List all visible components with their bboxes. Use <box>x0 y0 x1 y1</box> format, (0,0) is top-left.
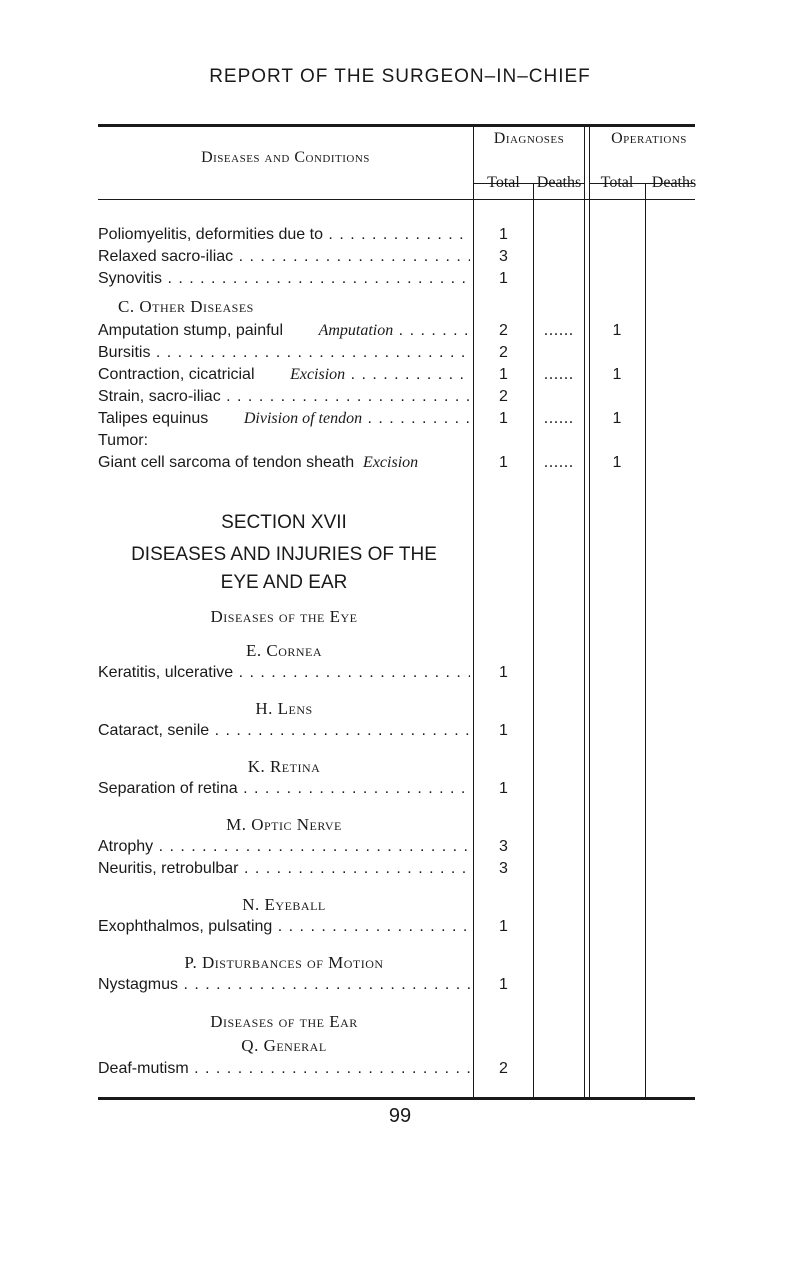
diag-total-cell: 1 <box>499 454 508 471</box>
procedure-label: Amputation <box>318 322 394 339</box>
row-label: Separation of retina . . . <box>98 780 470 798</box>
header-operations: Operations <box>611 130 687 147</box>
table-row <box>0 388 800 410</box>
row-label: Poliomyelitis, deformities due to . . . <box>98 226 470 244</box>
row-label: Atrophy . . . <box>98 838 470 856</box>
row-label: Contraction, cicatricial Excision . . . <box>98 366 470 384</box>
diag-total-cell: 1 <box>499 410 508 427</box>
diag-deaths-cell: ...... <box>544 322 574 339</box>
section-number: SECTION XVII <box>221 512 347 533</box>
table-row <box>0 1060 800 1082</box>
diag-deaths-cell: ...... <box>544 366 574 383</box>
diag-total-cell: 3 <box>499 838 508 855</box>
table-row <box>0 780 800 802</box>
table-row <box>0 976 800 998</box>
section-title-line1: DISEASES AND INJURIES OF THE <box>131 544 437 565</box>
diag-total-cell: 3 <box>499 248 508 265</box>
group-heading: E. Cornea <box>245 641 323 660</box>
diag-total-cell: 1 <box>499 664 508 681</box>
diag-deaths-cell: ...... <box>544 410 574 427</box>
group-heading: M. Optic Nerve <box>226 815 342 834</box>
header-op-deaths: Deaths <box>651 174 697 191</box>
diag-total-cell: 2 <box>499 1060 508 1077</box>
table-row <box>0 454 800 476</box>
diag-total-cell: 1 <box>499 722 508 739</box>
diag-total-cell: 1 <box>499 976 508 993</box>
diag-deaths-cell: ...... <box>544 454 574 471</box>
op-total-cell: 1 <box>612 322 622 339</box>
row-label: Exophthalmos, pulsating . . . <box>98 918 470 936</box>
row-label: Amputation stump, painful Amputation . . . <box>98 322 470 340</box>
header-diag-total: Total <box>487 174 520 191</box>
group-heading: H. Lens <box>255 699 313 718</box>
table-row <box>0 248 800 270</box>
diag-total-cell: 1 <box>499 780 508 797</box>
table-row <box>0 344 800 366</box>
group-heading: N. Eyeball <box>242 895 326 914</box>
running-head: REPORT OF THE SURGEON–IN–CHIEF <box>209 66 591 87</box>
table-row <box>0 410 800 432</box>
header-diagnoses: Diagnoses <box>493 130 565 147</box>
ear-heading: Diseases of the Ear <box>210 1012 358 1031</box>
group-heading: Q. General <box>241 1036 327 1055</box>
diag-total-cell: 2 <box>499 322 508 339</box>
op-total-cell: 1 <box>612 410 622 427</box>
table-row <box>0 664 800 686</box>
row-label: Talipes equinus Division of tendon . . . <box>98 410 470 428</box>
column-divider-diag-total <box>533 184 534 1097</box>
row-label: Bursitis . . . <box>98 344 470 362</box>
header-conditions: Diseases and Conditions <box>201 149 370 166</box>
table-row <box>0 838 800 860</box>
table-row <box>0 322 800 344</box>
row-label: Nystagmus . . . <box>98 976 470 994</box>
table-row <box>0 226 800 248</box>
group-heading: P. Disturbances of Motion <box>184 953 384 972</box>
op-total-cell: 1 <box>612 366 622 383</box>
table-row <box>0 860 800 882</box>
row-label: Neuritis, retrobulbar . . . <box>98 860 470 878</box>
row-label: Synovitis . . . <box>98 270 470 288</box>
op-total-cell: 1 <box>612 454 622 471</box>
table-top-rule <box>98 124 695 127</box>
row-label: Strain, sacro-iliac . . . <box>98 388 470 406</box>
table-row <box>0 918 800 940</box>
table-row <box>0 432 800 454</box>
procedure-label: Excision <box>363 454 419 471</box>
group-heading: K. Retina <box>247 757 321 776</box>
row-label: Keratitis, ulcerative . . . <box>98 664 470 682</box>
table-row <box>0 270 800 292</box>
row-label: Cataract, senile . . . <box>98 722 470 740</box>
section-title-line2: EYE AND EAR <box>220 572 348 593</box>
table-row <box>0 722 800 744</box>
row-label: Relaxed sacro-iliac . . . <box>98 248 470 266</box>
row-label: Deaf-mutism . . . <box>98 1060 470 1078</box>
group-heading: C. Other Diseases <box>118 297 254 316</box>
table-bottom-rule <box>98 1097 695 1100</box>
diag-total-cell: 1 <box>499 270 508 287</box>
diag-total-cell: 1 <box>499 918 508 935</box>
diag-total-cell: 1 <box>499 226 508 243</box>
row-label: Giant cell sarcoma of tendon sheath Excision <box>98 454 419 471</box>
diag-total-cell: 2 <box>499 388 508 405</box>
table-row <box>0 366 800 388</box>
row-label: Tumor: <box>98 432 149 449</box>
header-op-total: Total <box>600 174 634 191</box>
diag-total-cell: 1 <box>499 366 508 383</box>
header-diag-deaths: Deaths <box>536 174 582 191</box>
column-divider-op-total <box>645 184 646 1097</box>
page-number: 99 <box>388 1105 412 1127</box>
diag-total-cell: 3 <box>499 860 508 877</box>
diag-total-cell: 2 <box>499 344 508 361</box>
table-header-rule <box>98 199 695 200</box>
eye-heading: Diseases of the Eye <box>210 607 358 626</box>
procedure-label: Division of tendon <box>243 410 363 427</box>
procedure-label: Excision <box>290 366 346 383</box>
